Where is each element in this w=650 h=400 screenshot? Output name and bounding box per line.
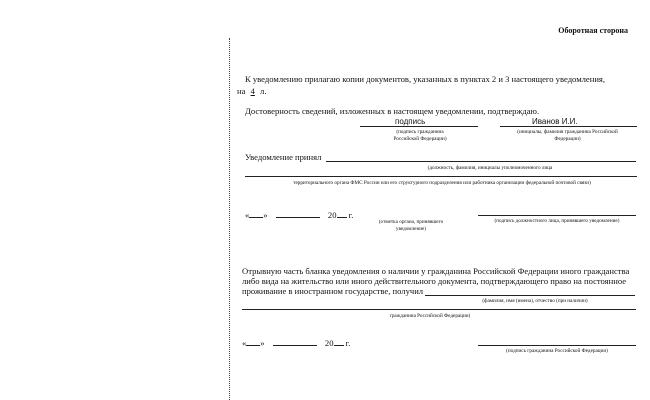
receipt-date-close-quote: »: [260, 338, 265, 348]
signature-field[interactable]: подпись: [395, 117, 426, 126]
accepted-by-line[interactable]: [326, 161, 636, 162]
day-field[interactable]: [249, 217, 263, 218]
date-open-quote: «: [245, 210, 250, 220]
year-field[interactable]: [337, 217, 347, 218]
receipt-month-field[interactable]: [273, 345, 317, 346]
receipt-day-field[interactable]: [246, 345, 260, 346]
confirmation-text: Достоверность сведений, изложенных в настоящем уведомлении, подтверждаю.: [245, 106, 540, 116]
attachments-text-line1: К уведомлению прилагаю копии документов, указанных в пунктах 2 и 3 настоящего уведомления,: [245, 74, 606, 84]
receipt-date-open-quote: «: [242, 338, 247, 348]
acceptance-date: [245, 210, 353, 220]
year-prefix: 20: [327, 210, 337, 220]
initials-line: [500, 126, 637, 127]
initials-caption: (инициалы, фамилия гражданина Российской Федерации): [517, 129, 618, 142]
recipient-name-caption: (фамилия, имя (имена), отчество (при наличии): [482, 298, 588, 304]
receipt-year-field[interactable]: [334, 345, 344, 346]
receipt-year-suffix: г.: [345, 338, 351, 348]
citizen-caption: гражданина Российской Федерации): [389, 313, 471, 319]
signature-caption: (подпись гражданина Российской Федерации): [393, 129, 447, 142]
recipient-name-line[interactable]: [425, 295, 635, 296]
month-field[interactable]: [276, 217, 320, 218]
attachments-text-line2: [237, 86, 266, 96]
signature-line: [360, 126, 478, 127]
official-sign-line[interactable]: [478, 215, 636, 216]
tear-off-text-line1: Отрывную часть бланка уведомления о наличии у гражданина Российской Федерации иного гражданства: [242, 266, 630, 276]
recipient-name-line-2[interactable]: [242, 309, 636, 310]
accepted-by-label: Уведомление принял: [245, 152, 322, 162]
official-caption: (должность, фамилия, инициалы уполномоченного лица: [427, 165, 553, 171]
attachments-suffix: л.: [260, 86, 267, 96]
organ-line[interactable]: [245, 176, 637, 177]
official-sign-caption: (подпись должностного лица, принявшего уведомление): [494, 218, 620, 224]
sheets-count-field[interactable]: 4: [250, 86, 255, 96]
organ-mark-caption: (отметка органа, принявшего уведомление): [378, 219, 444, 232]
receipt-year-prefix: 20: [324, 338, 334, 348]
page-side-label: Оборотная сторона: [558, 26, 628, 35]
citizen-sign-caption: (подпись гражданина Российской Федерации): [506, 348, 608, 354]
tear-off-dotted-line: [229, 38, 230, 400]
organ-caption: территориального органа ФМС России или его структурного подразделения или работника организации федеральной почтовой связи): [293, 180, 591, 186]
year-suffix: г.: [348, 210, 354, 220]
tear-off-text-line3: проживание в иностранном государстве, получил: [242, 286, 424, 296]
citizen-sign-line[interactable]: [478, 345, 636, 346]
attachments-prefix: на: [237, 86, 246, 96]
initials-field[interactable]: Иванов И.И.: [532, 117, 578, 126]
date-close-quote: »: [263, 210, 268, 220]
tear-off-text-line2: либо вида на жительство или иного действительного документа, подтверждающего право на постоянное: [242, 276, 627, 286]
receipt-date: [242, 338, 350, 348]
